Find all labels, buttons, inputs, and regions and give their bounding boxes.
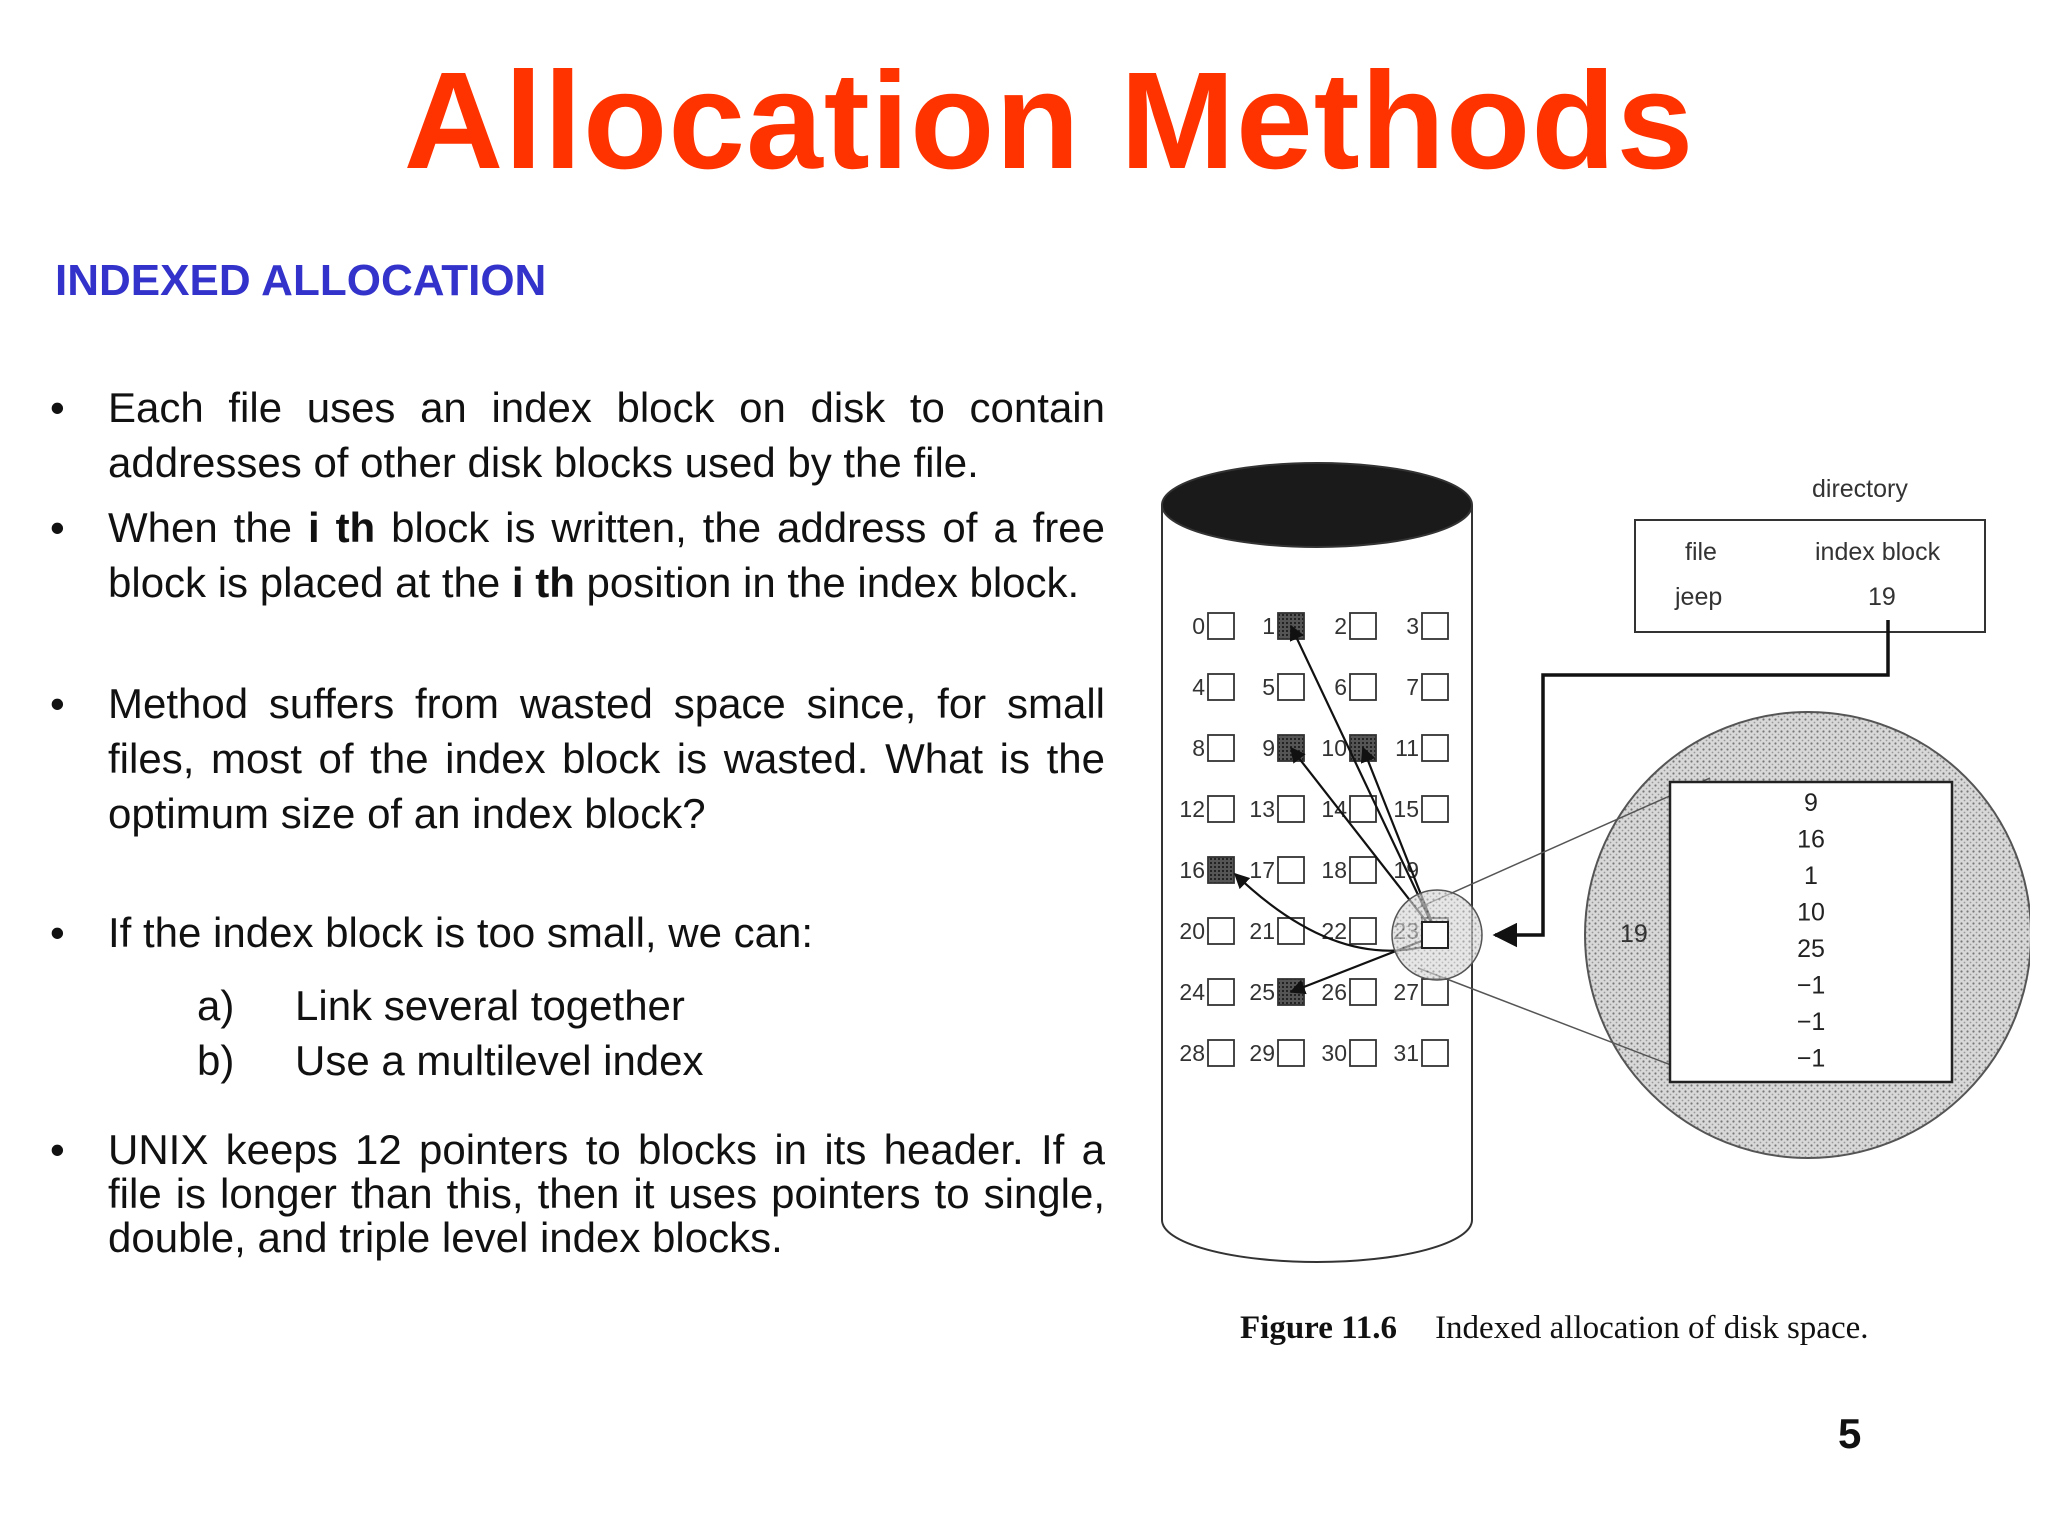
block-label: 11 xyxy=(1395,735,1419,761)
index-entry: 25 xyxy=(1797,935,1825,963)
disk-block-free xyxy=(1278,796,1304,822)
disk-block-free xyxy=(1208,918,1234,944)
block-label: 27 xyxy=(1393,979,1419,1005)
directory-col-file: file xyxy=(1685,538,1717,566)
block-label: 5 xyxy=(1262,674,1275,700)
disk-block-free xyxy=(1350,1040,1376,1066)
block-label: 4 xyxy=(1192,674,1205,700)
bullet-text: block is written, the address of a free block is placed at the xyxy=(108,504,1105,606)
disk-cylinder-top xyxy=(1162,463,1472,547)
bullet-text: When the xyxy=(108,504,308,551)
disk-block-free xyxy=(1422,796,1448,822)
disk-block-free xyxy=(1278,1040,1304,1066)
block-label: 6 xyxy=(1334,674,1347,700)
index-entry: −1 xyxy=(1796,971,1826,1000)
option-item xyxy=(50,978,1105,1033)
block-label: 7 xyxy=(1406,674,1419,700)
block-label: 22 xyxy=(1321,918,1347,944)
index-entry: −1 xyxy=(1796,1008,1826,1036)
section-heading: INDEXED ALLOCATION xyxy=(55,256,547,305)
option-label: b) xyxy=(197,1037,235,1084)
block-label: 17 xyxy=(1249,857,1275,883)
block-label: 2 xyxy=(1334,613,1347,639)
option-item xyxy=(50,1033,1105,1088)
block-label: 21 xyxy=(1249,918,1275,944)
disk-block-free xyxy=(1350,979,1376,1005)
block-19-box xyxy=(1422,922,1448,948)
bullet-ith-block xyxy=(50,500,1105,610)
option-text: Link several together xyxy=(295,982,685,1029)
disk-block-free xyxy=(1278,857,1304,883)
disk-block-free xyxy=(1278,918,1304,944)
block-label: 3 xyxy=(1406,613,1419,639)
index-entry: 10 xyxy=(1797,898,1825,927)
disk-block-free xyxy=(1422,613,1448,639)
block-label: 26 xyxy=(1321,979,1347,1005)
block-label: 1 xyxy=(1262,613,1275,639)
disk-block-free xyxy=(1208,1040,1234,1066)
directory-col-index: index block xyxy=(1815,538,1941,566)
block-label: 0 xyxy=(1192,613,1205,639)
block-label: 24 xyxy=(1179,979,1205,1005)
block-label: 30 xyxy=(1321,1040,1347,1066)
index-entry: 9 xyxy=(1804,789,1818,817)
option-text: Use a multilevel index xyxy=(295,1037,704,1084)
slide-title: Allocation Methods xyxy=(403,44,1695,198)
option-list xyxy=(50,978,1105,1088)
page-number: 5 xyxy=(1838,1410,1862,1457)
block-label: 8 xyxy=(1192,735,1205,761)
disk-block-free xyxy=(1208,796,1234,822)
disk-block-free xyxy=(1208,674,1234,700)
bullet-emphasis: i th xyxy=(511,559,575,606)
directory-table xyxy=(1635,520,1985,632)
disk-block-free xyxy=(1208,979,1234,1005)
bullet-text: position in the index block. xyxy=(574,559,1080,606)
bullet-text: • If the index block is too small, we can: xyxy=(108,909,813,956)
bullet-list xyxy=(50,380,1105,1260)
index-entry: 1 xyxy=(1804,862,1818,890)
disk-block-free xyxy=(1422,979,1448,1005)
block-label: 10 xyxy=(1321,735,1347,761)
bullet-emphasis: i th xyxy=(307,504,376,551)
bullet-small-index xyxy=(50,905,1105,960)
directory-index-19: 19 xyxy=(1868,583,1896,611)
block-label: 12 xyxy=(1179,796,1205,822)
disk-block-free xyxy=(1350,918,1376,944)
block-label: 9 xyxy=(1262,735,1275,761)
disk-block-free xyxy=(1350,674,1376,700)
index-entry: −1 xyxy=(1796,1044,1826,1073)
zoom-block-number: 19 xyxy=(1620,920,1648,948)
disk-block-free xyxy=(1208,735,1234,761)
block-label: 28 xyxy=(1179,1040,1205,1066)
block-label: 25 xyxy=(1249,979,1275,1005)
disk-diagram xyxy=(1150,430,2030,1290)
directory-title: directory xyxy=(1812,475,1908,503)
directory-file-jeep: jeep xyxy=(1675,583,1723,611)
block-label: 18 xyxy=(1321,857,1347,883)
option-label: a) xyxy=(197,982,235,1029)
block-label: 29 xyxy=(1249,1040,1275,1066)
disk-block-free xyxy=(1278,674,1304,700)
indexed-allocation-figure xyxy=(1150,430,2030,1410)
block-label: 16 xyxy=(1179,857,1205,883)
block-label: 31 xyxy=(1393,1040,1419,1066)
block-label: 15 xyxy=(1393,796,1419,822)
bullet-wasted-space: • Method suffers from wasted space since, for small files, most of the index block is wasted. What is the optimum size of an index block? xyxy=(50,676,1105,841)
disk-block-free xyxy=(1350,857,1376,883)
bullet-index-block: • Each file uses an index block on disk to contain addresses of other disk blocks used by the file. xyxy=(50,380,1105,490)
figure-label: Figure 11.6 xyxy=(1240,1310,1398,1346)
figure-caption xyxy=(1240,1310,1869,1347)
bullet-unix: • UNIX keeps 12 pointers to blocks in its header. If a file is longer than this, then it uses pointers to single, double, and triple level index blocks. xyxy=(50,1128,1105,1260)
index-entry: 16 xyxy=(1797,825,1825,854)
block-label: 19 xyxy=(1393,857,1419,883)
block-label: 14 xyxy=(1321,796,1347,822)
figure-caption-text: Indexed allocation of disk space. xyxy=(1435,1310,1869,1346)
block-label: 20 xyxy=(1179,918,1205,944)
disk-block-free xyxy=(1422,735,1448,761)
block-label: 13 xyxy=(1249,796,1275,822)
disk-block-free xyxy=(1422,674,1448,700)
disk-block-free xyxy=(1208,613,1234,639)
disk-block-free xyxy=(1350,613,1376,639)
disk-block-free xyxy=(1422,1040,1448,1066)
disk-block-used xyxy=(1208,857,1234,883)
